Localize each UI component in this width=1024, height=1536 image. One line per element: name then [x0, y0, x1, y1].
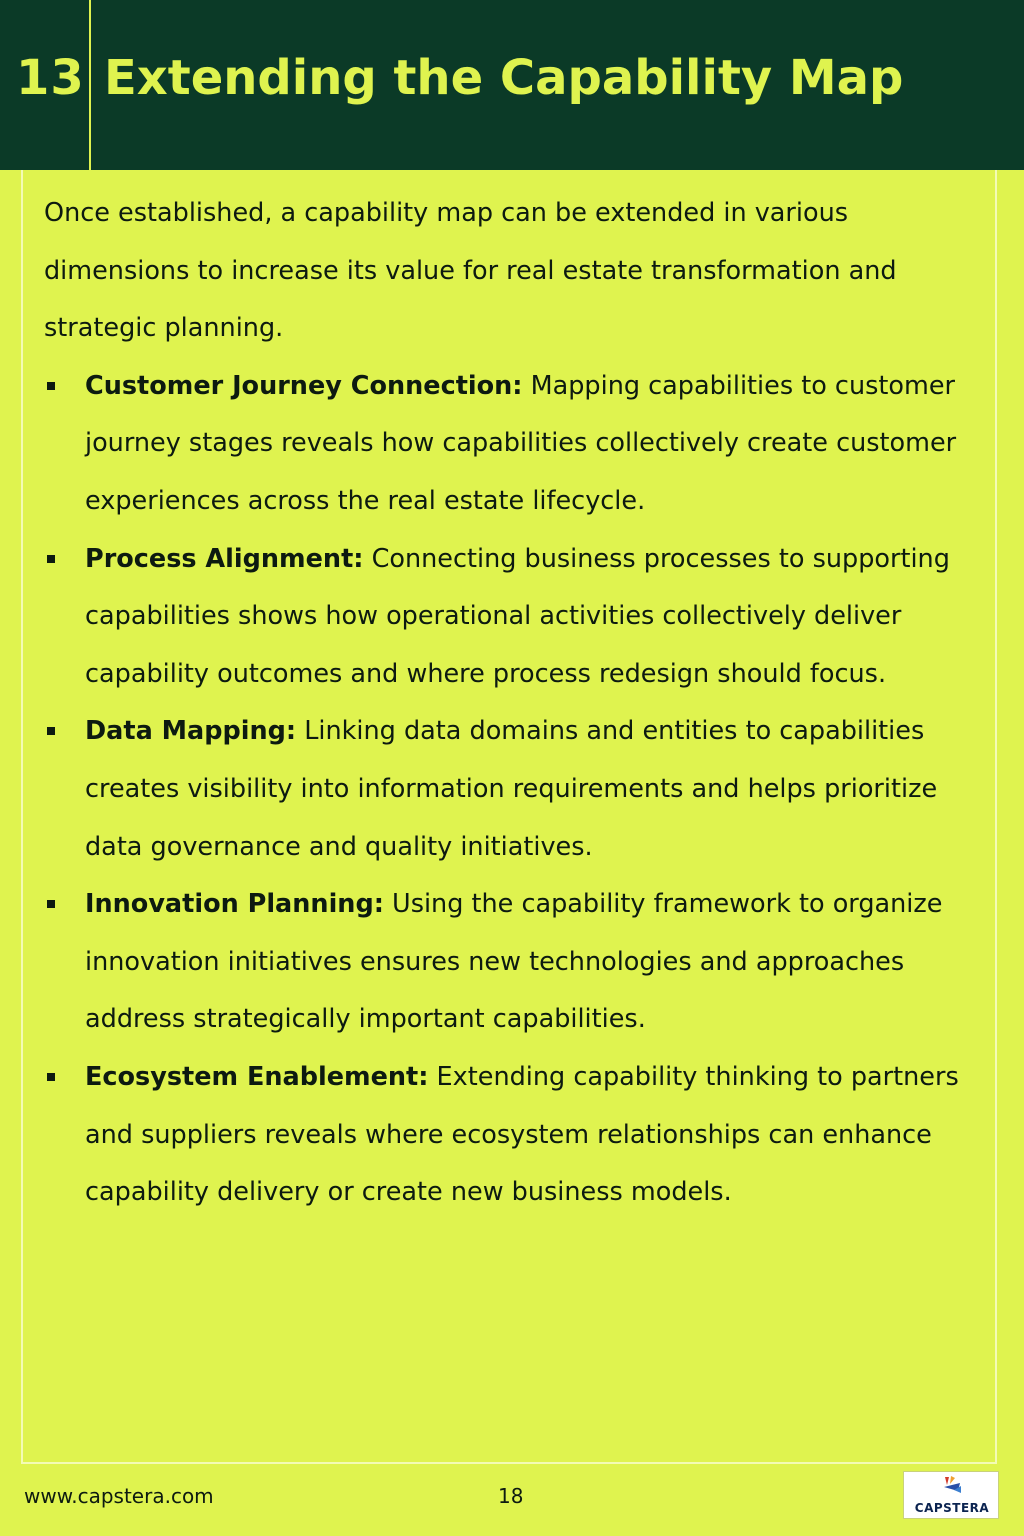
bullet-term: Customer Journey Connection:: [85, 370, 523, 401]
bullet-text: Linking data domains and entities to capabilities creates visibility into information requirements and helps prioritize data governance and quality initiatives.: [85, 716, 938, 862]
bullet-term: Data Mapping:: [85, 716, 297, 747]
bullet-term: Ecosystem Enablement:: [85, 1061, 429, 1092]
header-divider: [89, 0, 91, 170]
bullet-text: Using the capability framework to organize innovation initiatives ensures new technologies and approaches address strategically important capabilities.: [85, 889, 943, 1035]
bullet-text: Connecting business processes to supporting capabilities shows how operational activities collectively deliver capability outcomes and where process redesign should focus.: [85, 543, 950, 689]
page-number: 18: [498, 1484, 524, 1508]
bullet-square-icon: [47, 1073, 55, 1081]
capstera-logo: [903, 1471, 999, 1519]
list-item: [44, 703, 974, 876]
bullet-term: Process Alignment:: [85, 543, 364, 574]
capstera-mark-icon: [941, 1475, 963, 1495]
list-item: [44, 358, 974, 531]
bullet-text: Extending capability thinking to partners and suppliers reveals where ecosystem relationships can enhance capability delivery or create new business models.: [85, 1061, 959, 1208]
bullet-text: Mapping capabilities to customer journey stages reveals how capabilities collectively create customer experiences across the real estate lifecycle.: [85, 370, 957, 516]
bullet-square-icon: [47, 727, 55, 735]
list-item: [44, 531, 974, 704]
list-item: [44, 876, 974, 1049]
page-title: Extending the Capability Map: [104, 50, 904, 106]
bullet-list: [44, 358, 974, 1222]
list-item: [44, 1049, 974, 1222]
bullet-term: Innovation Planning:: [85, 889, 384, 920]
main-content: [44, 185, 974, 1222]
logo-text: CAPSTERA: [914, 1501, 990, 1515]
bullet-square-icon: [47, 555, 55, 563]
footer-website-link[interactable]: www.capstera.com: [24, 1484, 214, 1508]
page-header: [0, 0, 1024, 170]
intro-paragraph: Once established, a capability map can be extended in various dimensions to increase its value for real estate transformation and strategic planning.: [44, 198, 897, 344]
chapter-number: 13: [16, 50, 85, 106]
bullet-square-icon: [47, 382, 55, 390]
bullet-square-icon: [47, 900, 55, 908]
